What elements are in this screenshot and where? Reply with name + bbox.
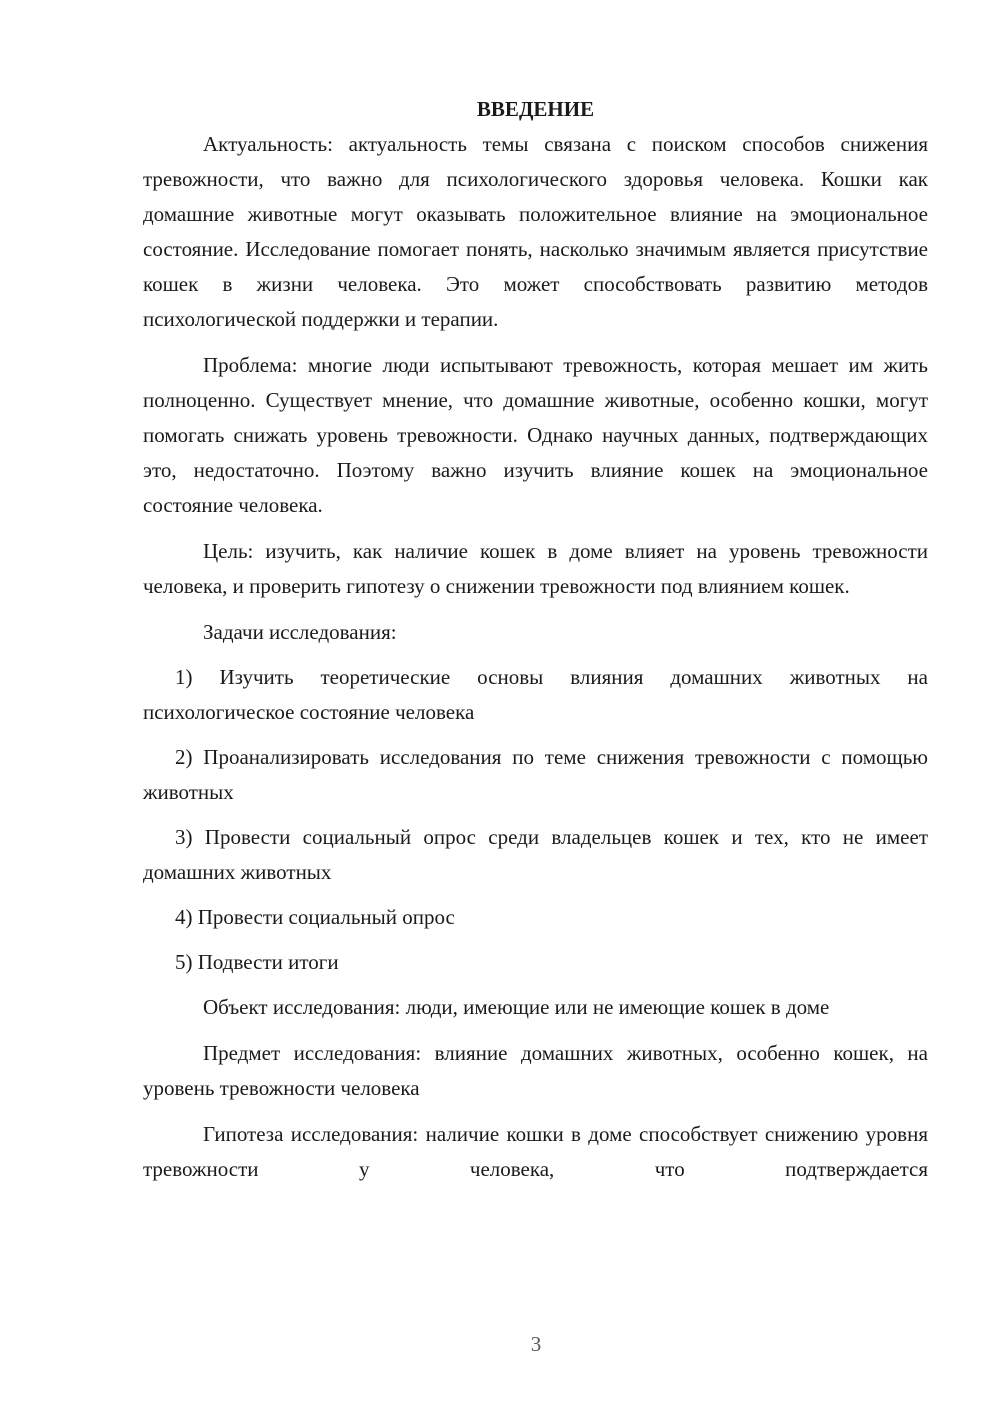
section-title: ВВЕДЕНИЕ [476, 97, 595, 121]
paragraph-goal: Цель: изучить, как наличие кошек в доме влияет на уровень тревожности человека, и проверить гипотезу о снижении тревожности под влиянием кошек. [143, 539, 928, 598]
tasks-list [143, 660, 928, 980]
paragraph-relevance: Актуальность: актуальность темы связана с поиском способов снижения тревожности, что важно для психологического здоровья человека. Кошки как домашние животные могут оказывать положительное влияние на эмоциональное состояние. Исследование помогает понять, насколько значимым является присутствие кошек в жизни человека. Это может способствовать развитию методов психологической поддержки и терапии. [143, 132, 928, 331]
page-number: 3 [530, 1332, 542, 1356]
list-item: 2) Проанализировать исследования по теме снижения тревожности с помощью животных [143, 745, 928, 804]
paragraph-hypothesis: Гипотеза исследования: наличие кошки в доме способствует снижению уровня тревожности у человека, что подтверждается [143, 1122, 928, 1181]
list-item: 3) Провести социальный опрос среди владельцев кошек и тех, кто не имеет домашних животных [143, 825, 928, 884]
list-item: 1) Изучить теоретические основы влияния домашних животных на психологическое состояние человека [143, 665, 928, 724]
tasks-heading: Задачи исследования: [203, 620, 397, 644]
paragraph-object: Объект исследования: люди, имеющие или не имеющие кошек в доме [203, 995, 830, 1019]
paragraph-subject: Предмет исследования: влияние домашних животных, особенно кошек, на уровень тревожности человека [143, 1041, 928, 1100]
list-item: 5) Подвести итоги [175, 950, 339, 974]
list-item: 4) Провести социальный опрос [175, 905, 455, 929]
document-page [143, 92, 928, 1198]
paragraph-problem: Проблема: многие люди испытывают тревожность, которая мешает им жить полноценно. Существует мнение, что домашние животные, особенно кошки, могут помогать снижать уровень тревожности. Однако научных данных, подтверждающих это, недостаточно. Поэтому важно изучить влияние кошек на эмоциональное состояние человека. [143, 353, 928, 517]
